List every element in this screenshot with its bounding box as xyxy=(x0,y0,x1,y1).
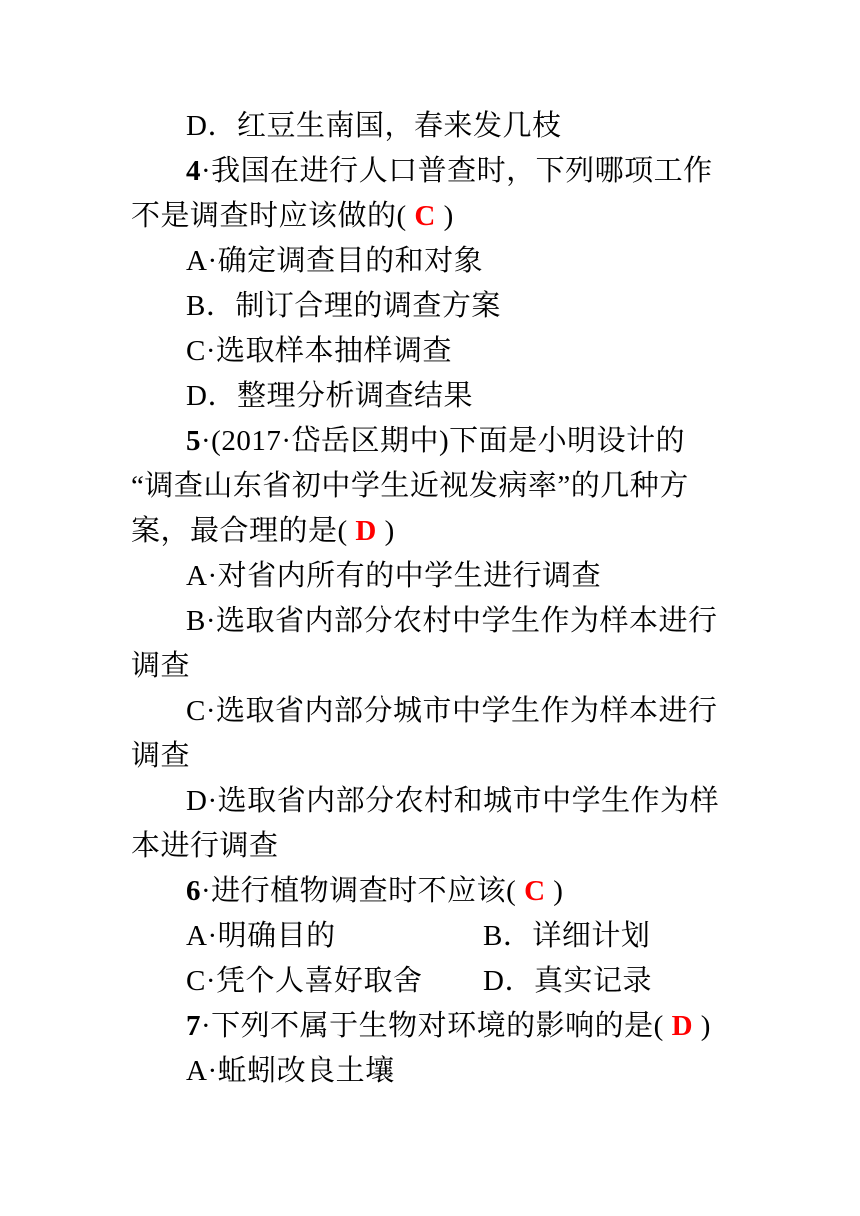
q3-option-d xyxy=(186,106,561,146)
q5-option-d-line2 xyxy=(131,826,279,866)
option-text: C·选取样本抽样调查 xyxy=(186,335,453,367)
question-number: 5 xyxy=(186,425,201,457)
option-text: A·确定调查目的和对象 xyxy=(186,245,484,277)
option-text: 调查 xyxy=(131,650,191,682)
q5-option-d-line1 xyxy=(186,781,719,821)
q5-option-c-line2 xyxy=(131,736,190,776)
q6-option-d xyxy=(483,961,652,1001)
question-text: ) xyxy=(700,1010,711,1042)
question-text: ·下列不属于生物对环境的影响的是( xyxy=(201,1010,664,1042)
q6-stem xyxy=(186,871,563,911)
question-text: ) xyxy=(553,875,564,907)
q5-option-a xyxy=(186,556,601,596)
answer-mark: C xyxy=(414,200,436,232)
q4-stem-line1 xyxy=(186,151,713,191)
question-number: 7 xyxy=(186,1010,201,1042)
q7-stem xyxy=(186,1006,711,1046)
question-text: “调查山东省初中学生近视发病率”的几种方 xyxy=(131,470,689,502)
question-text: ·(2017·岱岳区期中)下面是小明设计的 xyxy=(201,425,686,457)
option-text: D．真实记录 xyxy=(483,965,652,997)
q5-stem-line3 xyxy=(131,511,395,551)
q5-stem-line1 xyxy=(186,421,685,461)
option-text: C·选取省内部分城市中学生作为样本进行 xyxy=(186,695,718,727)
q5-option-c-line1 xyxy=(186,691,718,731)
option-text: D·选取省内部分农村和城市中学生作为样 xyxy=(186,785,720,817)
q5-option-b-line1 xyxy=(186,601,718,641)
q5-stem-line2 xyxy=(131,466,689,506)
option-text: A·对省内所有的中学生进行调查 xyxy=(186,560,602,592)
question-text: 不是调查时应该做的( xyxy=(131,200,407,232)
q4-option-d xyxy=(186,376,473,416)
q4-option-c xyxy=(186,331,452,371)
answer-mark: C xyxy=(524,875,546,907)
option-text: 调查 xyxy=(131,740,191,772)
q6-option-c xyxy=(186,961,423,1001)
option-text: A·蚯蚓改良土壤 xyxy=(186,1055,395,1087)
option-text: B．制订合理的调查方案 xyxy=(186,290,501,322)
question-text: ·我国在进行人口普查时，下列哪项工作 xyxy=(201,155,713,187)
q6-option-b xyxy=(483,916,650,956)
answer-mark: D xyxy=(355,515,377,547)
option-text: D．整理分析调查结果 xyxy=(186,380,473,412)
q5-option-b-line2 xyxy=(131,646,190,686)
question-number: 4 xyxy=(186,155,201,187)
option-text: D．红豆生南国，春来发几枝 xyxy=(186,110,562,142)
question-text: 案，最合理的是( xyxy=(131,515,348,547)
q4-option-b xyxy=(186,286,501,326)
option-text: 本进行调查 xyxy=(131,830,279,862)
q7-option-a xyxy=(186,1051,395,1091)
option-text: B．详细计划 xyxy=(483,920,651,952)
question-text: ) xyxy=(384,515,395,547)
q4-stem-line2 xyxy=(131,196,454,236)
answer-mark: D xyxy=(671,1010,694,1042)
option-text: C·凭个人喜好取舍 xyxy=(186,965,423,997)
question-number: 6 xyxy=(186,875,201,907)
question-text: ) xyxy=(443,200,454,232)
question-text: ·进行植物调查时不应该( xyxy=(201,875,517,907)
q4-option-a xyxy=(186,241,483,281)
option-text: A·明确目的 xyxy=(186,920,336,952)
option-text: B·选取省内部分农村中学生作为样本进行 xyxy=(186,605,718,637)
